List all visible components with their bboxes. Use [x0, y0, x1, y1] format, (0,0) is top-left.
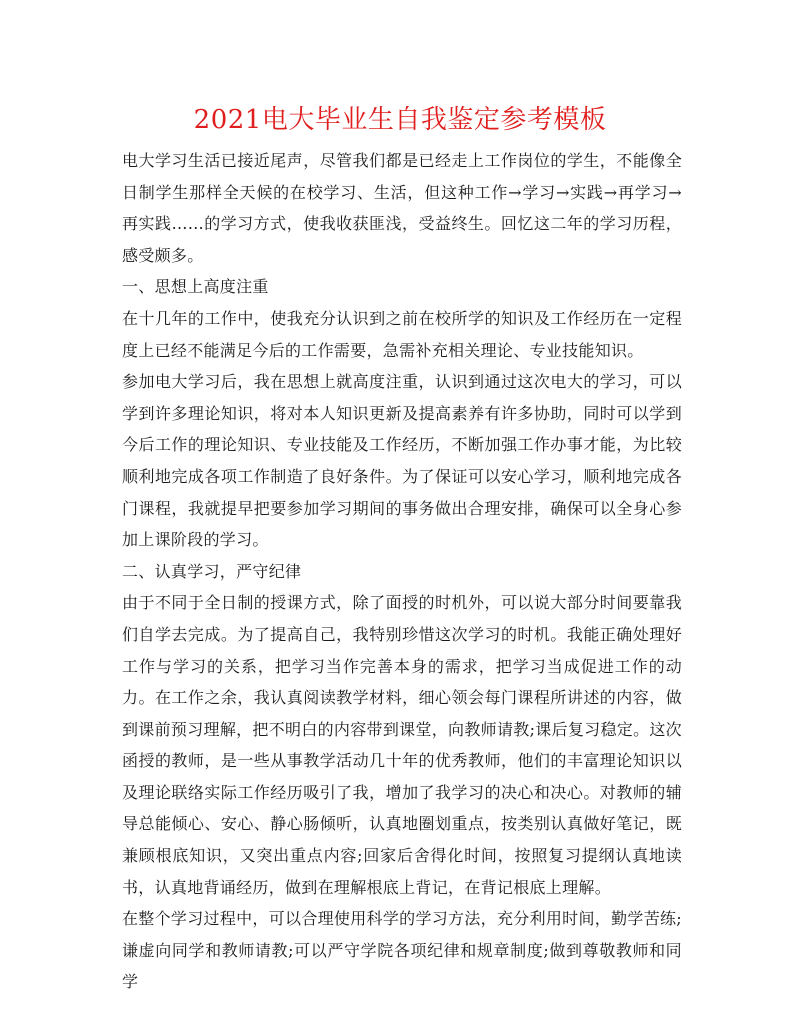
document-title: 2021电大毕业生自我鉴定参考模板 [193, 105, 607, 135]
document-body [122, 145, 682, 998]
section-heading-2: 二、认真学习，严守纪律 [122, 561, 302, 581]
section-heading-1: 一、思想上高度注重 [122, 277, 269, 297]
section-2-paragraph-1: 由于不同于全日制的授课方式，除了面授的时机外，可以说大部分时间要靠我们自学去完成。为了提高自己，我特别珍惜这次学习的时机。我能正确处理好工作与学习的关系，把学习当作完善本身的需求，把学习当成促进工作的动力。在工作之余，我认真阅读教学材料，细心领会每门课程所讲述的内容，做到课前预习理解，把不明白的内容带到课堂，向教师请教;课后复习稳定。这次函授的教师，是一些从事教学活动几十年的优秀教师，他们的丰富理论知识以及理论联络实际工作经历吸引了我，增加了我学习的决心和决心。对教师的辅导总能倾心、安心、静心肠倾听，认真地圈划重点，按类别认真做好笔记，既兼顾根底知识，又突出重点内容;回家后舍得化时间，按照复习提纲认真地读书，认真地背诵经历，做到在理解根底上背记，在背记根底上理解。 [122, 593, 682, 897]
section-2-paragraph-2: 在整个学习过程中，可以合理使用科学的学习方法，充分利用时间，勤学苦练;谦虚向同学和教师请教;可以严守学院各项纪律和规章制度;做到尊敬教师和同学 [122, 909, 682, 992]
intro-paragraph: 电大学习生活已接近尾声，尽管我们都是已经走上工作岗位的学生，不能像全日制学生那样全天候的在校学习、生活，但这种工作→学习→实践→再学习→再实践……的学习方式，使我收获匪浅，受益终生。回忆这二年的学习历程，感受颇多。 [122, 151, 682, 265]
section-1-paragraph-1: 在十几年的工作中，使我充分认识到之前在校所学的知识及工作经历在一定程度上已经不能满足今后的工作需要，急需补充相关理论、专业技能知识。 [122, 308, 682, 360]
section-1-paragraph-2: 参加电大学习后，我在思想上就高度注重，认识到通过这次电大的学习，可以学到许多理论知识，将对本人知识更新及提高素养有许多协助，同时可以学到今后工作的理论知识、专业技能及工作经历，不断加强工作办事才能，为比较顺利地完成各项工作制造了良好条件。为了保证可以安心学习，顺利地完成各门课程，我就提早把要参加学习期间的事务做出合理安排，确保可以全身心参加上课阶段的学习。 [122, 372, 682, 550]
